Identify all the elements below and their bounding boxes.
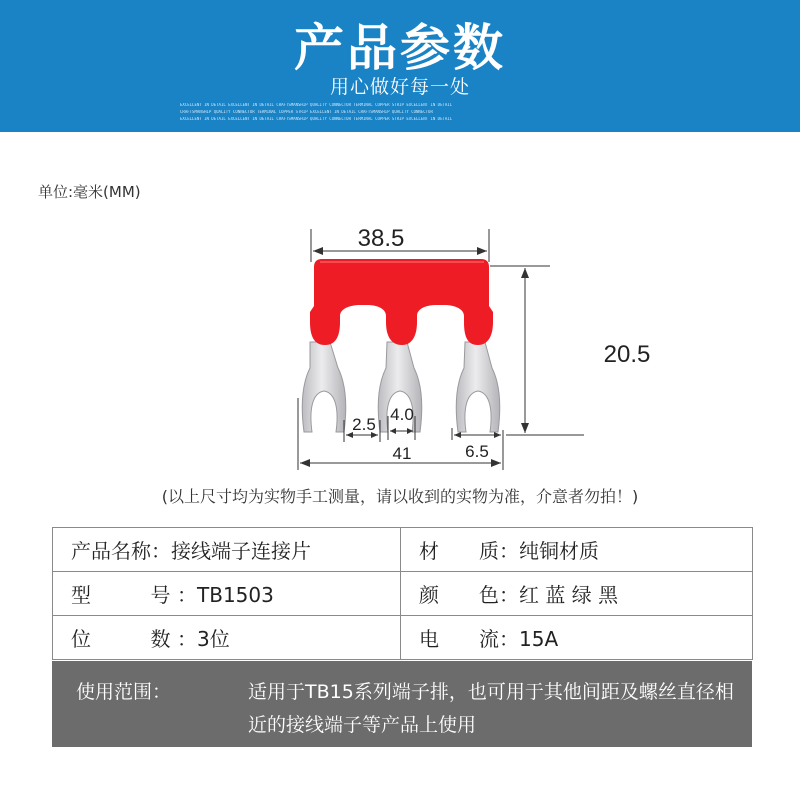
dimension-fork-gap: [344, 415, 380, 442]
spec-value: 15A: [519, 627, 559, 651]
banner-fine-print-2: CRAFTSMANSHIP QUALITY CONNECTOR TERMINAL COPPER STRIP EXCELLENT IN DETAIL CRAFTSMANSHIP QUALITY CONNECTOR: [180, 110, 433, 114]
spec-label: 产品名称：: [71, 539, 171, 563]
dimension-top-width: [311, 225, 489, 262]
dimension-fork-width: [388, 405, 415, 440]
spec-cell-current: [401, 616, 753, 660]
table-row: [53, 528, 753, 572]
spec-cell-material: [401, 528, 753, 572]
usage-label: 使用范围：: [76, 681, 172, 703]
dim-label-fork-width: 4.0: [390, 405, 414, 424]
spec-cell-color: [401, 572, 753, 616]
spec-label: 材 质：: [419, 539, 519, 563]
dim-label-fork-gap: 2.5: [352, 415, 376, 434]
banner-fine-print-1: EXCELLENT IN DETAIL EXCELLENT IN DETAIL CRAFTSMANSHIP QUALITY CONNECTOR TERMINAL COPPER STRIP EXCELLENT IN DETAIL: [180, 103, 453, 107]
spec-label: 电 流：: [419, 627, 519, 651]
usage-block: [52, 661, 752, 747]
dim-label-total: 41: [392, 444, 412, 463]
table-row: [53, 572, 753, 616]
dimension-pitch: [452, 428, 501, 461]
usage-text-line-2: 近的接线端子等产品上使用: [248, 714, 477, 736]
banner-subtitle: 用心做好每一处: [329, 76, 470, 98]
spec-table: [52, 527, 753, 660]
unit-label: 单位:毫米(MM): [38, 183, 141, 201]
spec-value: 3位: [197, 627, 230, 651]
fork-terminal-right: [456, 342, 500, 432]
spec-value: TB1503: [197, 583, 274, 607]
spec-cell-positions: [53, 616, 401, 660]
banner-fine-print-3: EXCELLENT IN DETAIL EXCELLENT IN DETAIL CRAFTSMANSHIP QUALITY CONNECTOR TERMINAL COPPER STRIP EXCELLENT IN DETAIL: [180, 117, 453, 121]
spec-label: 型 号：: [71, 583, 197, 607]
dim-label-height: 20.5: [603, 341, 651, 368]
table-row: [53, 616, 753, 660]
spec-label: 颜 色：: [419, 583, 519, 607]
spec-value: 红 蓝 绿 黑: [519, 583, 619, 607]
usage-text-line-1: 适用于TB15系列端子排，也可用于其他间距及螺丝直径相: [248, 681, 734, 703]
fork-terminal-left: [302, 342, 346, 432]
red-insulator: [310, 259, 493, 345]
spec-value: 纯铜材质: [519, 539, 599, 563]
dim-label-pitch: 6.5: [465, 442, 489, 461]
spec-cell-model: [53, 572, 401, 616]
banner-title: 产品参数: [294, 19, 506, 77]
spec-value: 接线端子连接片: [171, 539, 311, 563]
spec-label: 位 数：: [71, 627, 197, 651]
dimension-height: [490, 266, 650, 435]
spec-cell-product-name: [53, 528, 401, 572]
measurement-note: (以上尺寸均为实物手工测量，请以收到的实物为准，介意者勿拍！): [161, 487, 639, 506]
dim-label-top: 38.5: [357, 225, 405, 252]
